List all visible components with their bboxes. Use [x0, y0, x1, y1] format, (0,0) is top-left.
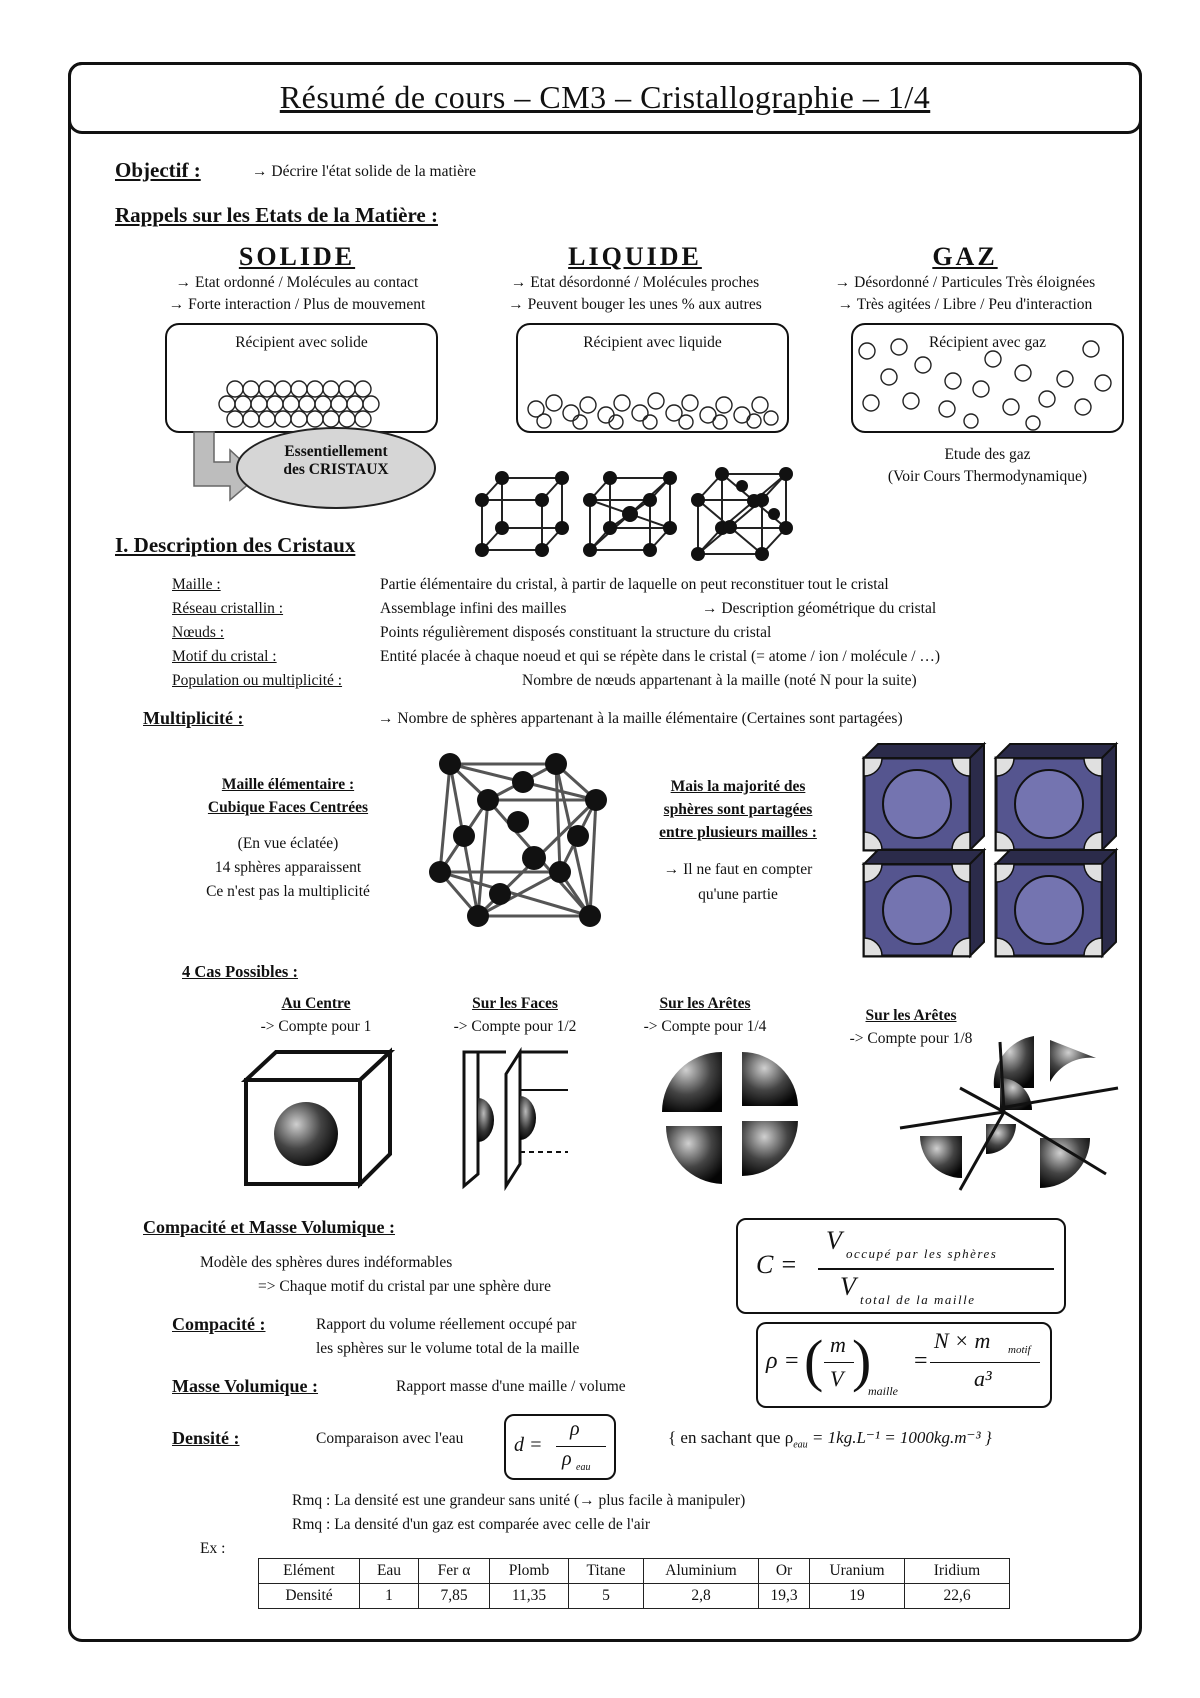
state-solide-line2: → Forte interaction / Plus de mouvement [168, 296, 426, 313]
formula-rho-num-sub: motif [1008, 1344, 1031, 1356]
table-cell: 2,8 [644, 1584, 759, 1609]
def-text-population: Nombre de nœuds appartenant à la maille (noté N pour la suite) [522, 672, 917, 689]
crystal-lattice-simple [472, 470, 572, 560]
section1-heading: I. Description des Cristaux [115, 533, 356, 557]
densite-text: Comparaison avec l'eau [316, 1430, 464, 1447]
formula-c-lhs: C = [756, 1250, 798, 1279]
table-header-cell: Titane [569, 1559, 644, 1584]
formula-rho-bar2 [930, 1362, 1040, 1363]
table-cell: Densité [259, 1584, 360, 1609]
formula-rho-paren-close: ) [852, 1328, 872, 1393]
case-faces-title: Sur les Faces [472, 995, 558, 1012]
model-line1: Modèle des sphères dures indéformables [200, 1254, 453, 1271]
table-cell: 7,85 [419, 1584, 490, 1609]
majorite-title3: entre plusieurs mailles : [659, 824, 817, 841]
def-text-reseau: Assemblage infini des mailles [380, 600, 567, 617]
densite-label: Densité : [172, 1428, 240, 1448]
state-gaz-line1: → Désordonné / Particules Très éloignées [834, 274, 1096, 291]
ex-label: Ex : [200, 1540, 226, 1557]
case-sommets-count: -> Compte pour 1/8 [849, 1030, 973, 1047]
density-table-value-row [259, 1584, 1010, 1609]
objectif-label: Objectif : [115, 158, 201, 182]
rmq2: Rmq : La densité d'un gaz est comparée avec celle de l'air [292, 1516, 651, 1533]
maille-elementaire-title1: Maille élémentaire : [221, 776, 355, 793]
table-header-cell: Iridium [905, 1559, 1010, 1584]
majorite-title2: sphères sont partagées [663, 801, 813, 818]
cristaux-callout-line2: des CRISTAUX [283, 461, 389, 478]
formula-compacite [736, 1218, 1066, 1314]
formula-c-bar [818, 1268, 1054, 1270]
eau-note-sub: eau [793, 1439, 808, 1451]
formula-c-den: V [840, 1272, 856, 1301]
compacite-label: Compacité : [172, 1314, 266, 1334]
majorite-title1: Mais la majorité des [670, 778, 806, 795]
formula-rho-sub: maille [868, 1384, 898, 1398]
formula-rho-bar1 [824, 1362, 854, 1363]
majorite-l2: qu'une partie [698, 886, 778, 903]
formula-rho-eq: = [914, 1348, 928, 1374]
recipient-liquide-label: Récipient avec liquide [583, 334, 722, 351]
formula-masse-volumique [756, 1322, 1052, 1408]
cases-heading: 4 Cas Possibles : [182, 962, 298, 981]
table-cell: 11,35 [490, 1584, 569, 1609]
multiplicite-text: → Nombre de sphères appartenant à la maille élémentaire (Certaines sont partagées) [378, 710, 903, 727]
def-text-maille: Partie élémentaire du cristal, à partir de laquelle on peut reconstituer tout le cristal [380, 576, 889, 593]
table-header-cell: Eau [360, 1559, 419, 1584]
eau-note-prefix: { en sachant que ρ [668, 1428, 794, 1447]
state-gaz-line2: → Très agitées / Libre / Peu d'interaction [837, 296, 1093, 313]
maille-elementaire-l2: 14 sphères apparaissent [214, 859, 362, 876]
state-solide-title: SOLIDE [238, 242, 356, 271]
objectif-text: → Décrire l'état solide de la matière [252, 163, 476, 180]
multiplicite-label: Multiplicité : [143, 708, 244, 728]
table-header-cell: Plomb [490, 1559, 569, 1584]
case-faces-diagram [456, 1050, 576, 1188]
case-aretes-title: Sur les Arêtes [659, 995, 751, 1012]
formula-d-den-sub: eau [576, 1462, 591, 1473]
case-centre-title: Au Centre [281, 995, 351, 1012]
majorite-l1: → Il ne faut en compter [663, 861, 813, 878]
formula-rho-paren-open: ( [804, 1328, 824, 1393]
formula-c-num-sub: occupé par les sphères [846, 1246, 998, 1261]
cristaux-callout-line1: Essentiellement [284, 443, 388, 460]
case-faces-count: -> Compte pour 1/2 [453, 1018, 577, 1035]
state-liquide-line2: → Peuvent bouger les unes % aux autres [508, 296, 762, 313]
gaz-note-line2: (Voir Cours Thermodynamique) [887, 468, 1088, 485]
formula-d-den: ρ [562, 1448, 572, 1470]
gaz-note-line1: Etude des gaz [944, 446, 1031, 463]
table-cell: 5 [569, 1584, 644, 1609]
table-cell: 22,6 [905, 1584, 1010, 1609]
density-table-header-row [259, 1559, 1010, 1584]
formula-d-lhs: d = [514, 1434, 543, 1456]
case-aretes-diagram [652, 1046, 812, 1186]
formula-d-bar [556, 1446, 606, 1447]
table-cell: 1 [360, 1584, 419, 1609]
fcc-exploded-diagram [428, 752, 618, 938]
formula-rho-lhs: ρ = [766, 1348, 800, 1374]
masse-text: Rapport masse d'une maille / volume [396, 1378, 626, 1395]
formula-rho-num: N × m [934, 1328, 991, 1353]
recipient-gaz-label: Récipient avec gaz [928, 334, 1047, 351]
rmq1: Rmq : La densité est une grandeur sans unité (→ plus facile à manipuler) [292, 1492, 746, 1509]
eau-note-value: = 1kg.L⁻¹ = 1000kg.m⁻³ } [807, 1428, 992, 1447]
formula-densite [504, 1414, 616, 1480]
eau-note [668, 1428, 992, 1450]
gaz-spheres [851, 323, 1124, 433]
case-sommets-title: Sur les Arêtes [865, 1007, 957, 1024]
table-header-cell: Or [759, 1559, 810, 1584]
table-header-cell: Uranium [810, 1559, 905, 1584]
formula-d-num: ρ [570, 1418, 580, 1440]
compacite-heading: Compacité et Masse Volumique : [143, 1217, 395, 1237]
compacite-text2: les sphères sur le volume total de la maille [316, 1340, 580, 1357]
rappels-heading: Rappels sur les Etats de la Matière : [115, 203, 438, 227]
shared-cubes-diagram [864, 744, 1124, 960]
density-table [258, 1558, 1010, 1609]
maille-elementaire-title2: Cubique Faces Centrées [207, 799, 369, 816]
case-centre-count: -> Compte pour 1 [260, 1018, 372, 1035]
table-header-cell: Fer α [419, 1559, 490, 1584]
state-liquide-title: LIQUIDE [568, 242, 702, 271]
masse-label: Masse Volumique : [172, 1376, 319, 1396]
table-header-cell: Elément [259, 1559, 360, 1584]
def-term-noeuds: Nœuds : [172, 624, 225, 641]
solide-spheres [165, 323, 438, 433]
def-term-reseau: Réseau cristallin : [172, 600, 284, 617]
case-sommets-diagram [900, 1028, 1120, 1196]
crystal-lattice-bcc [580, 470, 680, 560]
state-liquide-line1: → Etat désordonné / Molécules proches [510, 274, 760, 291]
case-centre-diagram [244, 1050, 394, 1190]
page-title: Résumé de cours – CM3 – Cristallographie – 1/4 [279, 79, 931, 115]
formula-rho-m: m [830, 1332, 846, 1357]
case-aretes-count: -> Compte pour 1/4 [643, 1018, 767, 1035]
formula-c-den-sub: total de la maille [860, 1292, 976, 1307]
def-term-maille: Maille : [172, 576, 221, 593]
state-gaz-title: GAZ [932, 242, 998, 271]
title-box [68, 62, 1142, 134]
table-header-cell: Aluminium [644, 1559, 759, 1584]
def-text-motif: Entité placée à chaque noeud et qui se répète dans le cristal (= atome / ion / molécule / …) [380, 648, 941, 665]
def-term-motif: Motif du cristal : [172, 648, 277, 665]
table-cell: 19 [810, 1584, 905, 1609]
cristaux-callout [236, 427, 436, 509]
liquide-spheres [516, 323, 789, 433]
def-text-noeuds: Points régulièrement disposés constituant la structure du cristal [380, 624, 772, 641]
formula-rho-V: V [830, 1366, 844, 1391]
state-solide-line1: → Etat ordonné / Molécules au contact [175, 274, 419, 291]
recipient-solide-label: Récipient avec solide [235, 334, 368, 351]
def-term-population: Population ou multiplicité : [172, 672, 343, 689]
crystal-lattice-fcc [688, 466, 798, 562]
formula-c-num: V [826, 1226, 842, 1255]
compacite-text1: Rapport du volume réellement occupé par [316, 1316, 577, 1333]
formula-rho-den: a³ [974, 1366, 992, 1391]
table-cell: 19,3 [759, 1584, 810, 1609]
model-line2: => Chaque motif du cristal par une sphère dure [258, 1278, 551, 1295]
maille-elementaire-l1: (En vue éclatée) [237, 835, 339, 852]
def-extra-reseau: → Description géométrique du cristal [702, 600, 937, 617]
maille-elementaire-l3: Ce n'est pas la multiplicité [206, 883, 370, 900]
